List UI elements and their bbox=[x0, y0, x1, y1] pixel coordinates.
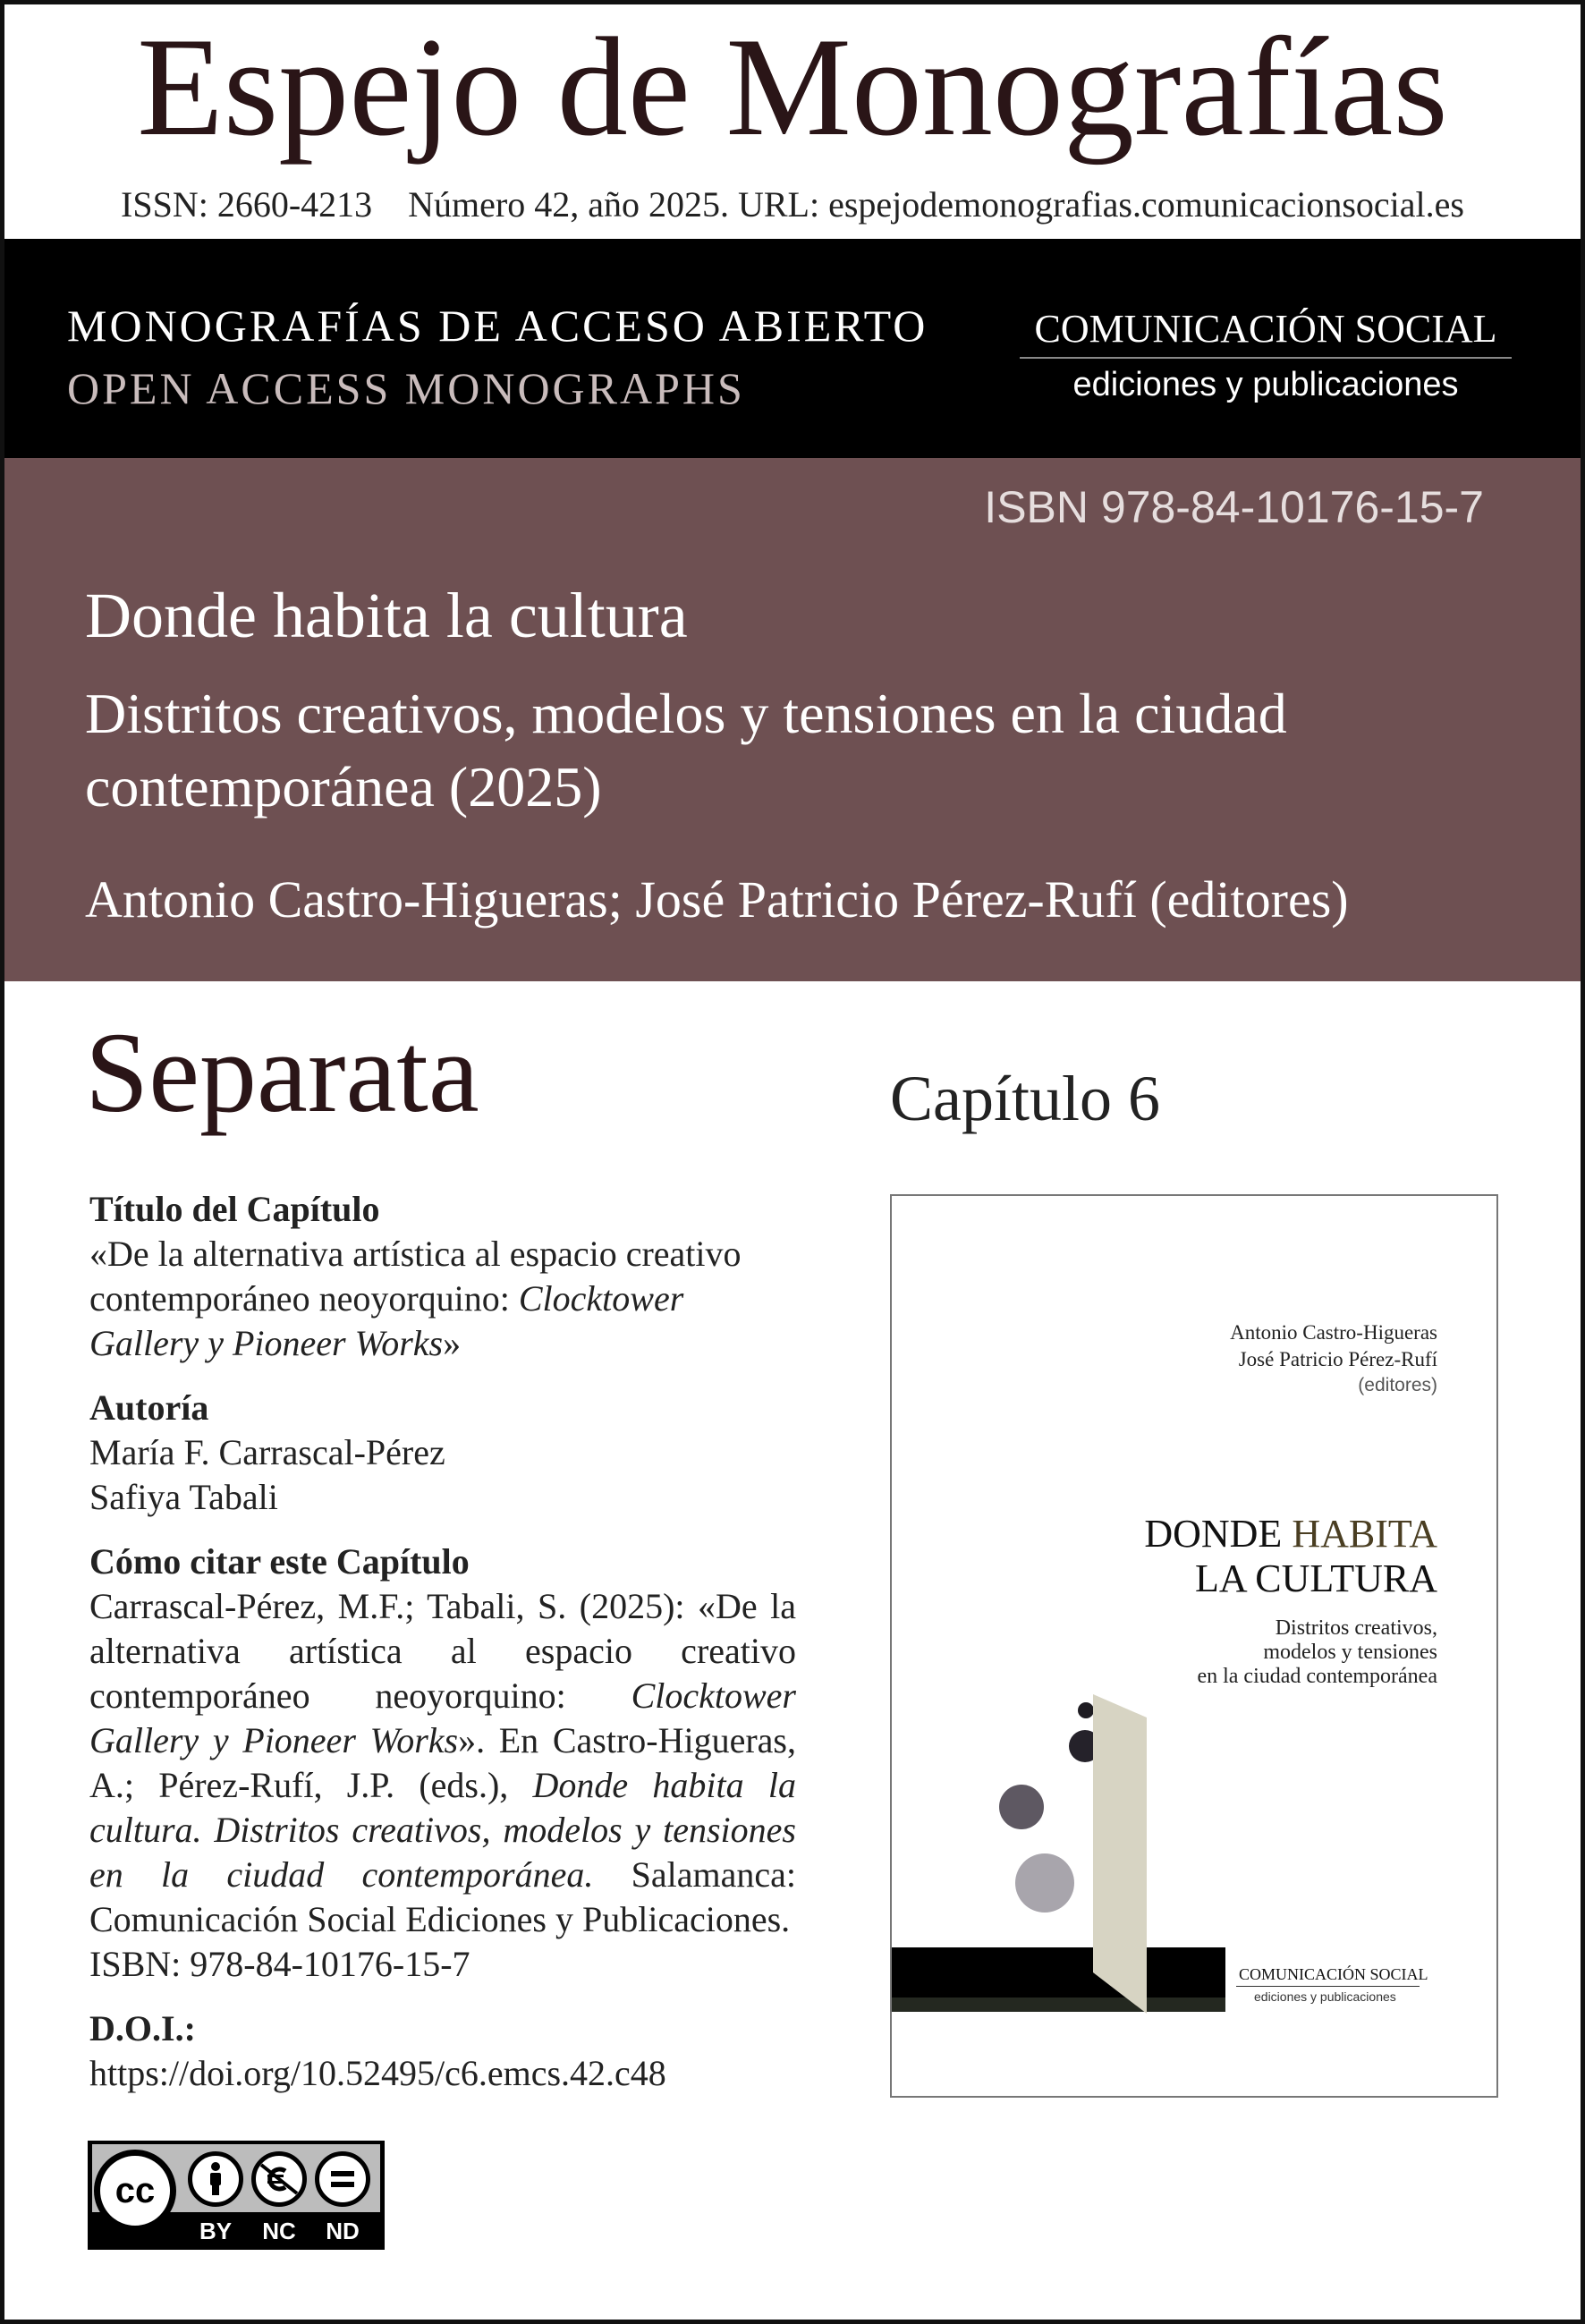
book-editors: Antonio Castro-Higueras; José Patricio Pérez-Rufí (editores) bbox=[85, 870, 1349, 929]
isbn-header: ISBN 978-84-10176-15-7 bbox=[984, 482, 1484, 532]
cover-publisher-sub: ediciones y publicaciones bbox=[1254, 1989, 1396, 2004]
chapter-title-text: «De la alternativa artística al espacio creativo contemporáneo neoyorquino: bbox=[89, 1234, 742, 1319]
citation-part-1: Carrascal-Pérez, M.F.; Tabali, S. (2025): «De la alternativa artística al espacio creativo contemporáneo neoyorquino: bbox=[89, 1586, 796, 1716]
cover-title-part-b: HABITA bbox=[1292, 1512, 1437, 1556]
chapter-title-italic: Clocktower Gallery y Pioneer Works bbox=[89, 1278, 684, 1363]
citation-part-2: ». En Castro-Higueras, A.; Pérez-Rufí, J.P. (eds.), bbox=[89, 1720, 796, 1805]
cover-editors-tag: (editores) bbox=[1358, 1375, 1437, 1395]
book-title: Donde habita la cultura bbox=[85, 580, 688, 651]
cc-nc-label: NC bbox=[262, 2218, 296, 2244]
chapter-title-block bbox=[89, 1187, 796, 1366]
authors-block bbox=[89, 1386, 796, 1520]
noderivatives-icon bbox=[315, 2151, 370, 2207]
citation-block bbox=[89, 1539, 796, 1987]
cover-title-line-2: LA CULTURA bbox=[1195, 1556, 1437, 1600]
cover-subtitle-1: Distritos creativos, bbox=[1275, 1616, 1437, 1640]
chapter-info bbox=[89, 1187, 796, 2116]
citation-italic-2: Donde habita la cultura. Distritos creativos, modelos y tensiones en la ciudad contemporánea. bbox=[89, 1765, 796, 1895]
book-subtitle: Distritos creativos, modelos y tensiones en la ciudad contemporánea (2025) bbox=[85, 682, 1287, 818]
cover-editor-1: Antonio Castro-Higueras bbox=[1230, 1321, 1437, 1344]
issn-line bbox=[4, 183, 1581, 225]
issn: ISSN: 2660-4213 bbox=[121, 184, 373, 225]
cover-subtitle-2: modelos y tensiones bbox=[1263, 1641, 1437, 1664]
author-1: María F. Carrascal-Pérez bbox=[89, 1432, 445, 1472]
cover-publisher-rule bbox=[1236, 1986, 1420, 1987]
journal-title: Espejo de Monografías bbox=[137, 9, 1448, 165]
publisher-logo-rule bbox=[1020, 357, 1512, 359]
doi-block bbox=[89, 2006, 796, 2096]
cc-icon: cc bbox=[94, 2150, 176, 2232]
chapter-title-label: Título del Capítulo bbox=[89, 1189, 380, 1229]
cc-nd-label: ND bbox=[326, 2218, 360, 2244]
doi-label: D.O.I.: bbox=[89, 2008, 196, 2048]
series-title-en: OPEN ACCESS MONOGRAPHS bbox=[67, 363, 745, 413]
citation-label: Cómo citar este Capítulo bbox=[89, 1541, 470, 1582]
publisher-logo-name: COMUNICACIÓN SOCIAL bbox=[1034, 307, 1497, 351]
book-cover bbox=[890, 1194, 1498, 2098]
noncommercial-icon bbox=[251, 2151, 307, 2207]
cc-license-badge[interactable] bbox=[88, 2141, 385, 2250]
book-band bbox=[4, 458, 1581, 981]
authors-label: Autoría bbox=[89, 1387, 209, 1428]
chapter-title bbox=[89, 1232, 796, 1366]
cover-illustration bbox=[892, 1196, 1496, 2096]
series-band bbox=[4, 239, 1581, 458]
citation-text bbox=[89, 1584, 796, 1942]
separata-heading: Separata bbox=[85, 1009, 479, 1136]
cover-subtitle-3: en la ciudad contemporánea bbox=[1197, 1665, 1437, 1688]
publisher-logo-sub: ediciones y publicaciones bbox=[1072, 366, 1459, 403]
series-title-es: MONOGRAFÍAS DE ACCESO ABIERTO bbox=[67, 301, 928, 351]
cover-title-part-a: DONDE bbox=[1144, 1512, 1293, 1556]
cover-editor-2: José Patricio Pérez-Rufí bbox=[1238, 1348, 1437, 1370]
citation-italic-1: Clocktower Gallery y Pioneer Works bbox=[89, 1675, 796, 1760]
author-2: Safiya Tabali bbox=[89, 1477, 278, 1517]
doi-link[interactable]: https://doi.org/10.52495/c6.emcs.42.c48 bbox=[89, 2053, 666, 2093]
chapter-title-close: » bbox=[443, 1323, 462, 1363]
attribution-icon bbox=[188, 2151, 243, 2207]
issue-url: Número 42, año 2025. URL: espejodemonografias.comunicacionsocial.es bbox=[408, 184, 1464, 225]
cc-by-label: BY bbox=[199, 2218, 233, 2244]
citation-isbn: ISBN: 978-84-10176-15-7 bbox=[89, 1944, 470, 1984]
cover-publisher-name: COMUNICACIÓN SOCIAL bbox=[1239, 1965, 1428, 1983]
chapter-number: Capítulo 6 bbox=[890, 1063, 1160, 1134]
citation-part-3: Salamanca: Comunicación Social Ediciones y Publicaciones. bbox=[89, 1854, 796, 1939]
